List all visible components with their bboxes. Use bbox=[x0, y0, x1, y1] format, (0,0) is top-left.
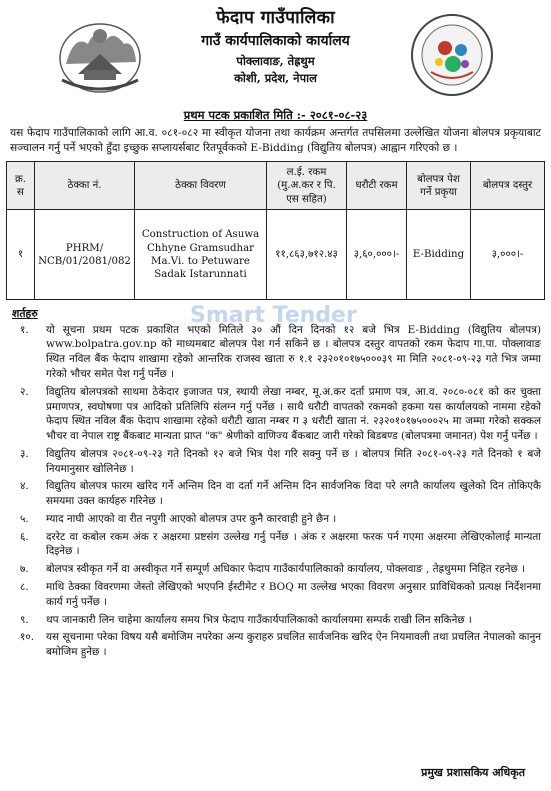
cell-estimate: ११,८६३,७१२.४३ bbox=[267, 210, 347, 300]
header-sn: क्र. स bbox=[7, 162, 35, 210]
header-process: बोलपत्र पेश गर्ने प्रकृया bbox=[407, 162, 471, 210]
term-text: यस सूचनामा परेका विषय यसै बमोजिम नपरेका अन्य कुराहरु प्रचलित सार्वजनिक खरिद ऐन नियमावली तथा प्रचलित नेपालको कानुन बमोजिम हुनेछ । bbox=[46, 631, 541, 659]
cell-contract-no: PHRM/ NCB/01/2081/082 bbox=[35, 210, 135, 300]
term-number: ८. bbox=[20, 580, 29, 593]
tender-table bbox=[6, 161, 545, 300]
signatory-title: प्रमुख प्रशासकिय अधिकृत bbox=[421, 766, 525, 780]
header-contract-no: ठेक्का नं. bbox=[35, 162, 135, 210]
term-number: १०. bbox=[20, 631, 35, 644]
term-text: दररेट वा कबोल रकम अंक र अक्षरमा प्रष्टसंग उल्लेख गर्नु पर्नेछ । अंक र अक्षरमा फरक पर्न गएमा अक्षरमा लेखिएकोलाई मान्यता दिइनेछ । bbox=[46, 530, 541, 558]
term-number: ४. bbox=[20, 480, 29, 493]
table-row bbox=[7, 210, 545, 300]
cell-fee: ३,०००।- bbox=[471, 210, 545, 300]
term-text: विद्युतिय बोलपत्रको साथमा ठेकेदार इजाजत पत्र, स्थायी लेखा नम्बर, मू.अ.कर दर्ता प्रमाण पत्र, आ.व. २०८०-०८१ को कर चुक्ता प्रमाणपत्र, स्वघोषणा पत्र आदिको प्रतिलिपि संलग्न गर्नु पर्नेछ । साथै धरौटी वापतको रकमको हकमा यस कार्यालयको नाममा रहेको फेदाप स्थित नविल बैंक फेदाप शाखामा रहेको धरौटी खाता नम्बर ग ३ धरौटी खाता नं. २३२०१०१७५०००२५ मा जम्मा गरेको सक्कल भौचर वा नेपाल राष्ट्र बैंकबाट मान्यता प्राप्त "क" श्रेणीको वाणिज्य बैंकबाट जारी गरेको बिडबण्ड (बोलपत्रमा जमानत) पेश गर्नु पर्नेछ । bbox=[46, 385, 541, 443]
municipality-name: फेदाप गाउँपालिका bbox=[216, 8, 335, 28]
term-text: थप जानकारी लिन चाहेमा कार्यालय समय भित्र फेदाप गाउँकार्यपालिकाको कार्यालयमा सम्पर्क राखी लिन सकिनेछ । bbox=[46, 613, 472, 626]
terms-list bbox=[6, 323, 545, 660]
intro-paragraph: यस फेदाप गाउँपालिकाको लागि आ.व. ०८१-०८२ मा स्वीकृत योजना तथा कार्यक्रम अन्तर्गत तपसिलमा उल्लेखित योजना बोलपत्र प्रकृयाबाट सञ्चालन गर्नु पर्ने भएको हुँदा इच्छुक सप्लायर्सबाट रितपूर्वकको E-Bidding (विद्युतिय बोलपत्र) आह्वान गरिएको छ । bbox=[10, 127, 541, 155]
term-text: माथि ठेक्का विवरणमा जेस्तो लेखिएको भएपनि ईस्टीमेट र BOQ मा उल्लेख भएका विवरण अनुसार प्राविधिकको प्रत्यक्ष निर्देशनमा कार्य गर्नु पर्नेछ । bbox=[46, 580, 541, 608]
term-text: म्याद नाघी आएको वा रीत नपुगी आएको बोलपत्र उपर कुनै कारवाही हुने छैन । bbox=[46, 512, 337, 525]
list-item bbox=[12, 385, 541, 444]
list-item bbox=[12, 562, 541, 577]
header-fee: बोलपत्र दस्तुर bbox=[471, 162, 545, 210]
term-number: ९. bbox=[20, 613, 29, 626]
term-number: ३. bbox=[20, 447, 29, 460]
list-item bbox=[12, 447, 541, 477]
cell-deposit: ३,६०,०००।- bbox=[347, 210, 407, 300]
list-item bbox=[12, 630, 541, 660]
notice-header bbox=[6, 6, 545, 106]
nepal-emblem-icon bbox=[54, 14, 146, 94]
term-text: विद्युतिय बोलपत्र २०८१-०९-२३ गते दिनको १२ बजे भित्र पेश गरि सक्नु पर्ने छ । बोलपत्र मिति २०८१-०९-२३ गते दिनको १ बजे नियमानुसार खोलिनेछ । bbox=[46, 447, 541, 475]
term-number: २. bbox=[20, 385, 29, 398]
term-text: बोलपत्र स्वीकृत गर्ने वा अस्वीकृत गर्ने सम्पूर्ण अधिकार फेदाप गाउँकार्यपालिकाको कार्यालय, पोक्लवाङ , तेह्रथुममा निहित रहनेछ । bbox=[46, 563, 526, 576]
watermark: Smart Tender bbox=[190, 303, 357, 328]
term-number: १. bbox=[20, 323, 29, 336]
cell-description: Construction of Asuwa Chhyne Gramsudhar Ma.Vi. to Petuware Sadak Istarunnati bbox=[135, 210, 267, 300]
cell-sn: १ bbox=[7, 210, 35, 300]
list-item bbox=[12, 530, 541, 560]
cell-process: E-Bidding bbox=[407, 210, 471, 300]
terms-heading: शर्तहरु bbox=[12, 307, 38, 321]
list-item bbox=[12, 479, 541, 509]
municipality-seal-icon bbox=[409, 12, 495, 98]
list-item bbox=[12, 323, 541, 382]
header-estimate: ल.ई. रकम (मु.अ.कर र पि. एस सहित) bbox=[267, 162, 347, 210]
list-item bbox=[12, 580, 541, 610]
address-line-2: कोशी, प्रदेश, नेपाल bbox=[234, 71, 317, 86]
list-item bbox=[12, 613, 541, 628]
term-number: ७. bbox=[20, 563, 29, 576]
publication-date: प्रथम पटक प्रकाशित मिति :- २०८१-०८-२३ bbox=[183, 108, 368, 122]
list-item bbox=[12, 512, 541, 527]
address-line-1: पोक्लावाङ, तेह्रथुम bbox=[236, 53, 315, 68]
term-text: विद्युतिय बोलपत्र फारम खरिद गर्ने अन्तिम दिन वा दर्ता गर्ने अन्तिम दिन सार्वजनिक विदा परे लगतै कार्यालय खुलेको दिन तोकिएकै समयमा उक्त कार्यहरु गरिनेछ । bbox=[46, 480, 541, 508]
office-name: गाउँ कार्यपालिकाको कार्यालय bbox=[201, 32, 350, 49]
table-header-row bbox=[7, 162, 545, 210]
term-number: ५. bbox=[20, 512, 29, 525]
header-description: ठेक्का विवरण bbox=[135, 162, 267, 210]
term-number: ६. bbox=[20, 530, 29, 543]
term-text: यो सूचना प्रथम पटक प्रकाशित भएको मितिले ३० औं दिन दिनको १२ बजे भित्र E-Bidding (विद्युतिय बोलपत्र) www.bolpatra.gov.np को माध्यमबाट बोलपत्र पेश गर्न सकिने छ । बोलपत्र दस्तुर वापतको रकम फेदाप गा.पा. पोक्लावाङ स्थित नविल बैंक फेदाप शाखामा रहेको आन्तरिक राजस्व खाता रु १.१ २३२०१०१७५०००३९ मा मिति २०८१-०९-२३ गते भित्र जम्मा गरेको भौचर समेत पेश गर्नु पर्नेछ । bbox=[46, 323, 541, 381]
header-deposit: धरौटी रकम bbox=[347, 162, 407, 210]
